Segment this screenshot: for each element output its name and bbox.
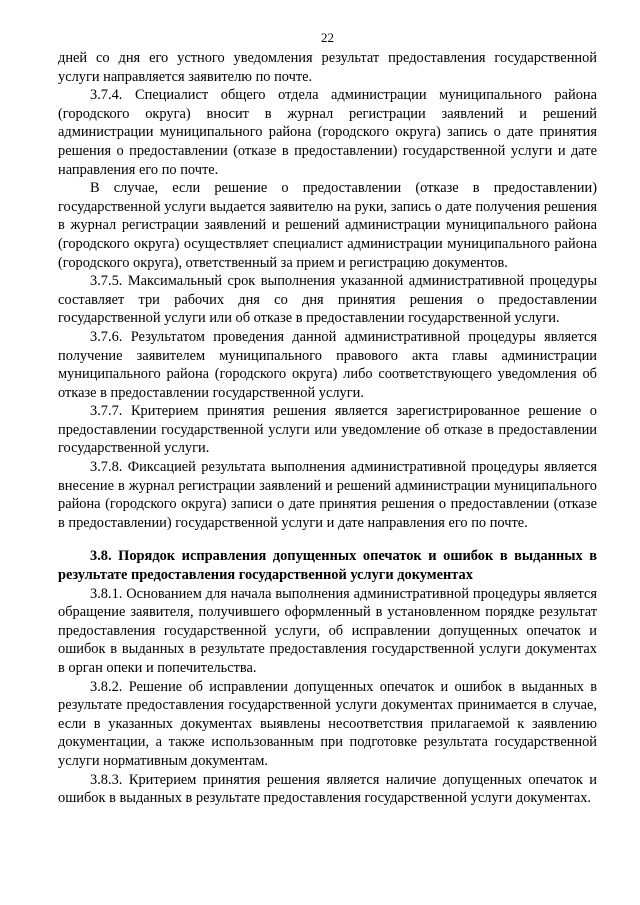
paragraph-continuation: дней со дня его устного уведомления результат предоставления государственной услуги направляется заявителю по почте. (58, 50, 597, 85)
paragraph-3-7-4: 3.7.4. Специалист общего отдела администрации муниципального района (городского округа) вносит в журнал регистрации заявлений и решений администрации муниципального района (городского округа) запись о дате принятия решения о предоставлении (отказе в предоставлении) государственной услуги и дате направления его по почте. (58, 87, 597, 178)
document-page (58, 30, 597, 808)
paragraph-3-8-1: 3.8.1. Основанием для начала выполнения административной процедуры является обращение заявителя, получившего оформленный в установленном порядке результат предоставления государственной услуги, об исправлении допущенных опечаток и ошибок в выданных в результате предоставления государственной услуги документах в орган опеки и попечительства. (58, 585, 597, 676)
page-number: 22 (321, 30, 334, 45)
paragraph-3-7-8: 3.7.8. Фиксацией результата выполнения административной процедуры является внесение в журнал регистрации заявлений и решений администрации муниципального района (городского округа) записи о дате принятия решения о предоставлении (отказе в предоставлении) государственной услуги и дате направления его по почте. (58, 459, 597, 531)
paragraph-3-7-5: 3.7.5. Максимальный срок выполнения указанной административной процедуры составляет три рабочих дня со дня принятия решения о предоставлении государственной услуги или об отказе в предоставлении государственной услуги. (58, 273, 597, 327)
paragraph-3-7-7: 3.7.7. Критерием принятия решения является зарегистрированное решение о предоставлении государственной услуги или уведомление об отказе в предоставлении государственной услуги. (58, 403, 597, 457)
paragraph-3-8-2: 3.8.2. Решение об исправлении допущенных опечаток и ошибок в выданных в результате предоставления государственной услуги документах принимается в случае, если в указанных документах выявлены несоответствия прилагаемой к заявлению документации, а также использованным при подготовке результата государственной услуги нормативным документам. (58, 678, 597, 769)
paragraph-3-8-3: 3.8.3. Критерием принятия решения является наличие допущенных опечаток и ошибок в выданных в результате предоставления государственной услуги документах. (58, 771, 597, 807)
section-3-8-heading: 3.8. Порядок исправления допущенных опечаток и ошибок в выданных в результате предоставления государственной услуги документах (58, 548, 597, 584)
paragraph-hand-delivery-case: В случае, если решение о предоставлении (отказе в предоставлении) государственной услуги выдается заявителю на руки, запись о дате получения решения в журнал регистрации заявлений и решений администрации муниципального района (городского округа) осуществляет специалист администрации муниципального района (городского округа), ответственный за прием и регистрацию документов. (58, 180, 597, 271)
paragraph-3-7-6: 3.7.6. Результатом проведения данной административной процедуры является получение заявителем муниципального правового акта главы администрации муниципального района (городского округа) либо соответствующего уведомления об отказе в предоставлении государственной услуги. (58, 328, 597, 401)
